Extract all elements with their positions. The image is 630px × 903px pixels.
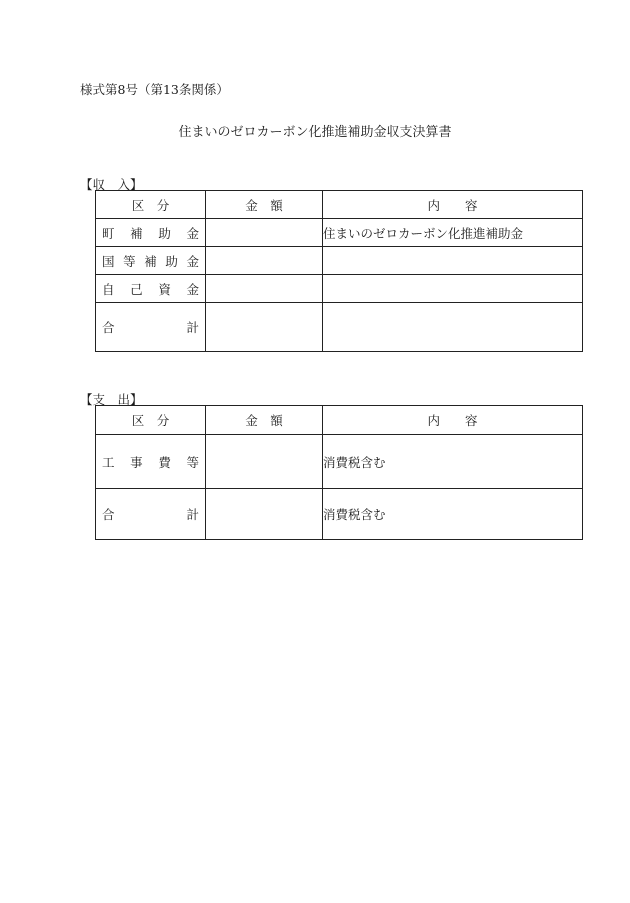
expense-header-row xyxy=(96,406,583,435)
label-char: 等 xyxy=(186,454,199,470)
label-char: 事 xyxy=(130,454,143,470)
row-details xyxy=(323,275,583,303)
label-char: 金 xyxy=(186,281,199,297)
income-table xyxy=(95,190,583,352)
total-row xyxy=(96,303,583,352)
row-amount xyxy=(206,247,323,275)
header-category: 区 分 xyxy=(96,191,206,219)
label-char: 補 xyxy=(130,225,143,241)
label-char: 補 xyxy=(144,253,157,269)
row-category xyxy=(96,280,205,298)
row-details: 消費税含む xyxy=(323,489,583,540)
label-char: 計 xyxy=(186,320,199,335)
label-char: 費 xyxy=(158,454,171,470)
table-row xyxy=(96,247,583,275)
row-category xyxy=(96,252,205,270)
label-char: 計 xyxy=(186,507,199,522)
label-char: 己 xyxy=(130,281,143,297)
row-category xyxy=(96,224,205,242)
table-row xyxy=(96,219,583,247)
label-char: 町 xyxy=(102,225,115,241)
header-details: 内 容 xyxy=(323,191,583,219)
label-char: 資 xyxy=(158,281,171,297)
label-char: 工 xyxy=(102,454,115,470)
header-category: 区 分 xyxy=(96,406,206,435)
expense-section-label: 【支 出】 xyxy=(80,392,143,407)
income-section-label: 【収 入】 xyxy=(80,177,143,192)
row-category-cell xyxy=(96,219,206,247)
expense-table xyxy=(95,405,583,540)
form-number: 様式第8号（第13条関係） xyxy=(80,82,229,97)
row-category-cell xyxy=(96,489,206,540)
label-char: 合 xyxy=(102,507,115,522)
income-header-row xyxy=(96,191,583,219)
label-char: 等 xyxy=(123,253,136,269)
table-row xyxy=(96,275,583,303)
row-details: 住まいのゼロカーボン化推進補助金 xyxy=(323,219,583,247)
label-char: 金 xyxy=(186,253,199,269)
label-char: 合 xyxy=(102,320,115,335)
label-char: 助 xyxy=(158,225,171,241)
row-category-cell xyxy=(96,275,206,303)
row-category-cell xyxy=(96,435,206,489)
row-details: 消費税含む xyxy=(323,435,583,489)
header-details: 内 容 xyxy=(323,406,583,435)
label-char: 助 xyxy=(165,253,178,269)
header-amount: 金 額 xyxy=(206,406,323,435)
label-char: 国 xyxy=(102,253,115,269)
row-amount xyxy=(206,303,323,352)
row-details xyxy=(323,247,583,275)
total-row xyxy=(96,489,583,540)
row-amount xyxy=(206,219,323,247)
label-char: 自 xyxy=(102,281,115,297)
row-details xyxy=(323,303,583,352)
label-char: 金 xyxy=(186,225,199,241)
row-category xyxy=(96,318,205,336)
header-amount: 金 額 xyxy=(206,191,323,219)
row-amount xyxy=(206,275,323,303)
row-amount xyxy=(206,489,323,540)
row-category xyxy=(96,505,205,523)
document-title: 住まいのゼロカーボン化推進補助金収支決算書 xyxy=(178,125,452,140)
row-amount xyxy=(206,435,323,489)
row-category xyxy=(96,453,205,471)
row-category-cell xyxy=(96,303,206,352)
row-category-cell xyxy=(96,247,206,275)
table-row xyxy=(96,435,583,489)
